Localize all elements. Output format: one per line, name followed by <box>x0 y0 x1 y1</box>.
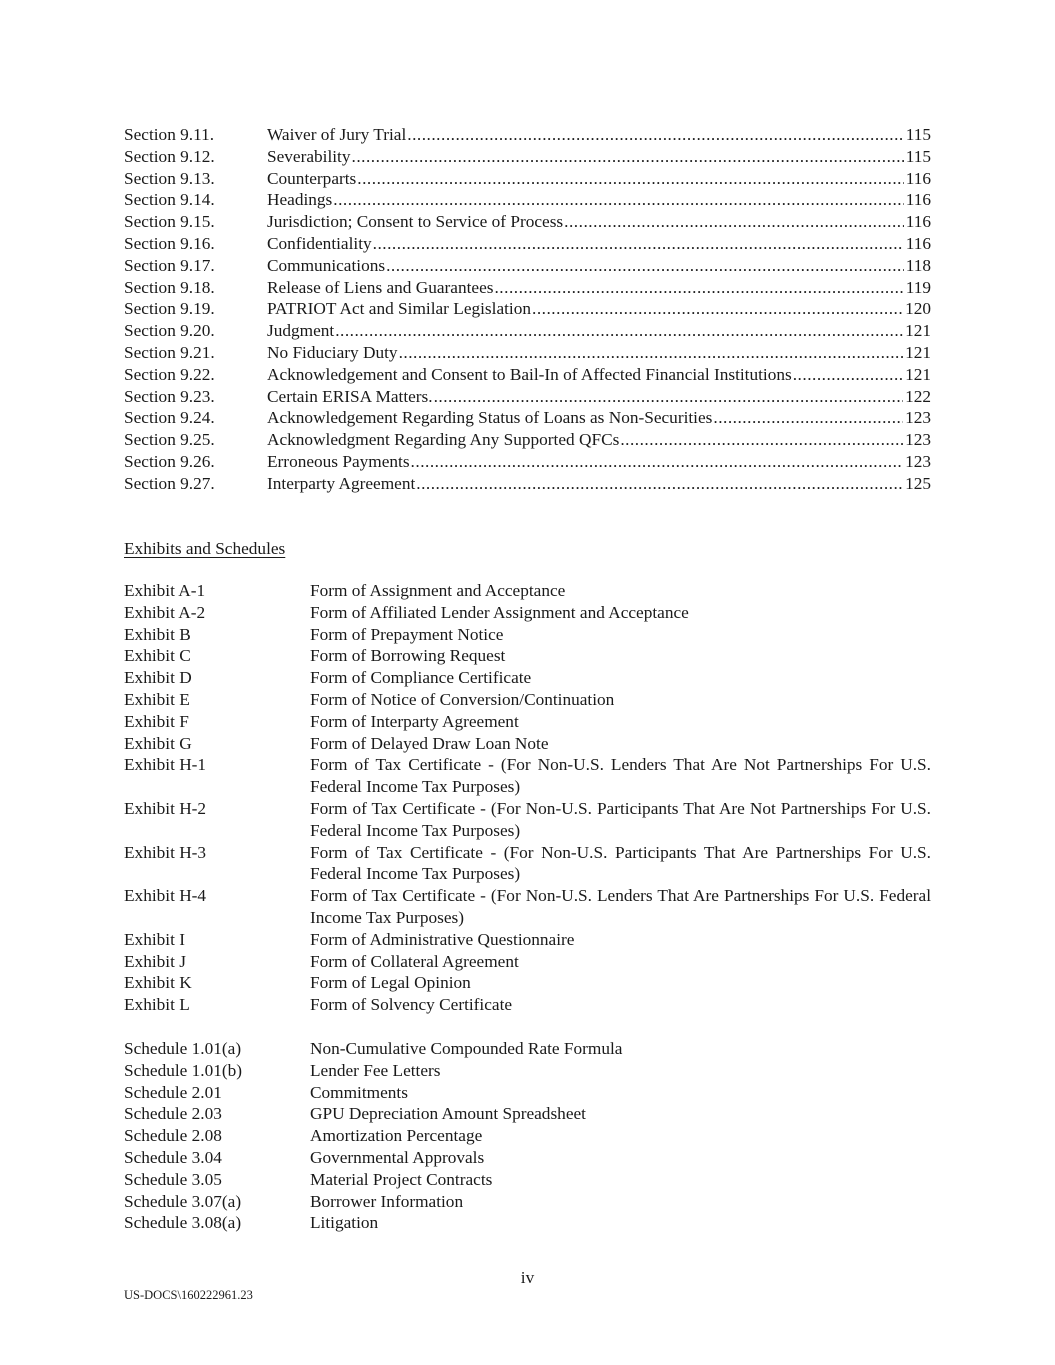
toc-page-number: 121 <box>905 364 931 384</box>
schedule-item <box>124 1191 931 1213</box>
toc-page-number: 115 <box>905 146 931 166</box>
toc-entry[interactable] <box>124 342 931 364</box>
toc-entry[interactable] <box>124 211 931 233</box>
toc-page-number: 120 <box>905 299 931 319</box>
exhibit-description: Form of Tax Certificate - (For Non-U.S. Lenders That Are Not Partnerships For U.S. Federal Income Tax Purposes) <box>310 755 931 797</box>
exhibit-item <box>124 972 931 994</box>
exhibit-id: Exhibit L <box>124 995 190 1015</box>
schedule-id: Schedule 3.07(a) <box>124 1191 242 1211</box>
exhibit-description: Form of Interparty Agreement <box>310 711 519 731</box>
toc-section-title: Severability <box>267 146 351 166</box>
toc-entry[interactable] <box>124 233 931 255</box>
schedule-id: Schedule 2.01 <box>124 1082 222 1102</box>
schedule-id: Schedule 3.05 <box>124 1169 222 1189</box>
schedule-item <box>124 1060 931 1082</box>
exhibit-description: Form of Solvency Certificate <box>310 995 513 1015</box>
toc-entry[interactable] <box>124 189 931 211</box>
exhibit-description: Form of Assignment and Acceptance <box>310 581 566 600</box>
exhibit-id: Exhibit A-1 <box>124 581 206 600</box>
toc-section-number: Section 9.27. <box>124 473 215 493</box>
schedule-item <box>124 1038 931 1060</box>
schedule-description: Non-Cumulative Compounded Rate Formula <box>310 1039 623 1058</box>
toc-section-title: Acknowledgement and Consent to Bail-In of Affected Financial Institutions <box>267 364 792 384</box>
exhibit-description: Form of Legal Opinion <box>310 973 471 993</box>
toc-section-title: Waiver of Jury Trial <box>267 125 407 144</box>
toc-page-number: 121 <box>905 321 931 341</box>
exhibit-id: Exhibit G <box>124 733 192 753</box>
toc-entry[interactable] <box>124 277 931 299</box>
schedule-id: Schedule 3.08(a) <box>124 1213 242 1233</box>
exhibit-description: Form of Tax Certificate - (For Non-U.S. Participants That Are Not Partnerships For U.S. Federal Income Tax Purposes) <box>310 798 931 840</box>
schedule-id: Schedule 3.04 <box>124 1147 222 1167</box>
schedule-description: Lender Fee Letters <box>310 1060 441 1080</box>
schedule-description: Borrower Information <box>310 1191 464 1211</box>
toc-section-number: Section 9.24. <box>124 408 215 428</box>
exhibit-id: Exhibit E <box>124 689 190 709</box>
toc-section-number: Section 9.20. <box>124 321 215 341</box>
schedule-id: Schedule 2.03 <box>124 1104 222 1124</box>
toc-section-number: Section 9.21. <box>124 342 215 362</box>
exhibit-id: Exhibit H-4 <box>124 886 207 906</box>
exhibit-item <box>124 645 931 667</box>
toc-section-number: Section 9.23. <box>124 386 215 406</box>
schedule-item <box>124 1082 931 1104</box>
exhibit-item <box>124 667 931 689</box>
toc-page-number: 121 <box>905 342 931 362</box>
exhibit-description: Form of Borrowing Request <box>310 646 506 666</box>
toc-page-number: 116 <box>905 212 931 232</box>
exhibit-item <box>124 689 931 711</box>
toc-section-title: Counterparts <box>267 168 357 188</box>
exhibit-id: Exhibit H-3 <box>124 842 207 862</box>
exhibit-item <box>124 624 931 646</box>
schedule-item <box>124 1212 931 1234</box>
toc-leader-dots <box>416 473 903 495</box>
exhibits-and-schedules-heading: Exhibits and Schedules <box>124 539 286 558</box>
toc-page-number: 123 <box>905 430 931 450</box>
toc-page-number: 116 <box>905 168 931 188</box>
exhibit-id: Exhibit A-2 <box>124 602 206 622</box>
toc-leader-dots <box>434 386 903 408</box>
exhibit-item <box>124 842 931 886</box>
exhibit-description: Form of Affiliated Lender Assignment and Acceptance <box>310 602 689 622</box>
toc-section-title: Communications <box>267 255 386 275</box>
toc-page-number: 123 <box>905 451 931 471</box>
toc-page-number: 115 <box>905 125 931 144</box>
schedule-item <box>124 1103 931 1125</box>
exhibit-id: Exhibit K <box>124 973 192 993</box>
toc-section-title: Erroneous Payments <box>267 451 410 471</box>
exhibit-item <box>124 754 931 798</box>
toc-leader-dots <box>399 342 904 364</box>
document-id: US-DOCS\160222961.23 <box>124 1288 253 1302</box>
exhibit-id: Exhibit J <box>124 951 186 971</box>
toc-section-title: Acknowledgement Regarding Status of Loans as Non-Securities <box>267 408 713 428</box>
toc-page-number: 116 <box>905 233 931 253</box>
toc-section-title: Acknowledgment Regarding Any Supported QFCs <box>267 430 620 450</box>
exhibit-description: Form of Delayed Draw Loan Note <box>310 733 549 753</box>
exhibit-id: Exhibit F <box>124 711 189 731</box>
schedule-id: Schedule 1.01(a) <box>124 1039 242 1058</box>
toc-section-number: Section 9.11. <box>124 125 215 144</box>
toc-section-title: PATRIOT Act and Similar Legislation <box>267 299 532 319</box>
toc-leader-dots <box>352 146 904 168</box>
exhibit-item <box>124 994 931 1016</box>
toc-page-number: 122 <box>905 386 931 406</box>
toc-section-title: Jurisdiction; Consent to Service of Process <box>267 212 564 232</box>
schedule-id: Schedule 2.08 <box>124 1126 222 1146</box>
toc-section-title: Certain ERISA Matters. <box>267 386 433 406</box>
toc-page-number: 118 <box>905 255 931 275</box>
toc-section-number: Section 9.19. <box>124 299 215 319</box>
exhibit-item <box>124 580 931 602</box>
exhibit-id: Exhibit H-2 <box>124 798 207 818</box>
toc-leader-dots <box>494 277 903 299</box>
toc-entry[interactable] <box>124 429 931 451</box>
toc-entry[interactable] <box>124 124 931 146</box>
exhibit-id: Exhibit C <box>124 646 191 666</box>
exhibit-description: Form of Tax Certificate - (For Non-U.S. Lenders That Are Partnerships For U.S. Federal Income Tax Purposes) <box>310 886 931 927</box>
exhibit-item <box>124 929 931 951</box>
toc-leader-dots <box>407 124 903 146</box>
toc-entry[interactable] <box>124 364 931 386</box>
toc-leader-dots <box>333 189 903 211</box>
exhibit-item <box>124 711 931 733</box>
toc-leader-dots <box>564 211 904 233</box>
exhibit-item <box>124 951 931 973</box>
toc-leader-dots <box>373 233 904 255</box>
toc-section-number: Section 9.17. <box>124 255 215 275</box>
exhibit-id: Exhibit I <box>124 929 185 949</box>
toc-leader-dots <box>335 320 903 342</box>
exhibit-id: Exhibit B <box>124 624 191 644</box>
toc-section-number: Section 9.25. <box>124 430 215 450</box>
exhibit-description: Form of Compliance Certificate <box>310 668 532 688</box>
schedule-description: Amortization Percentage <box>310 1126 483 1146</box>
exhibits-list <box>124 580 931 1016</box>
toc-leader-dots <box>532 298 903 320</box>
toc-entry[interactable] <box>124 255 931 277</box>
toc-section-number: Section 9.13. <box>124 168 215 188</box>
toc-page-number: 119 <box>905 277 931 297</box>
table-of-contents <box>124 124 931 495</box>
toc-entry[interactable] <box>124 320 931 342</box>
toc-section-title: Headings <box>267 190 333 210</box>
schedule-item <box>124 1147 931 1169</box>
toc-leader-dots <box>620 429 903 451</box>
exhibit-item <box>124 798 931 842</box>
toc-entry[interactable] <box>124 146 931 168</box>
toc-entry[interactable] <box>124 168 931 190</box>
toc-section-number: Section 9.16. <box>124 233 215 253</box>
toc-entry[interactable] <box>124 451 931 473</box>
toc-section-number: Section 9.22. <box>124 364 215 384</box>
toc-section-title: Confidentiality <box>267 233 372 253</box>
toc-section-number: Section 9.18. <box>124 277 215 297</box>
exhibit-description: Form of Notice of Conversion/Continuation <box>310 689 615 709</box>
toc-leader-dots <box>386 255 904 277</box>
toc-section-title: Interparty Agreement <box>267 473 416 493</box>
exhibit-description: Form of Tax Certificate - (For Non-U.S. Participants That Are Partnerships For U.S. Federal Income Tax Purposes) <box>310 842 931 884</box>
schedule-description: Governmental Approvals <box>310 1147 485 1167</box>
schedule-description: Litigation <box>310 1213 379 1233</box>
toc-leader-dots <box>793 364 903 386</box>
toc-page-number: 125 <box>905 473 931 493</box>
toc-entry[interactable] <box>124 298 931 320</box>
exhibit-item <box>124 733 931 755</box>
toc-section-number: Section 9.15. <box>124 212 215 232</box>
toc-page-number: 116 <box>905 190 931 210</box>
exhibit-description: Form of Prepayment Notice <box>310 624 504 644</box>
toc-section-title: No Fiduciary Duty <box>267 342 398 362</box>
toc-leader-dots <box>411 451 904 473</box>
exhibit-id: Exhibit D <box>124 668 192 688</box>
toc-section-number: Section 9.14. <box>124 190 215 210</box>
schedule-description: Commitments <box>310 1082 408 1102</box>
exhibit-item <box>124 602 931 624</box>
schedule-item <box>124 1169 931 1191</box>
toc-section-title: Release of Liens and Guarantees <box>267 277 494 297</box>
exhibit-description: Form of Administrative Questionnaire <box>310 929 575 949</box>
schedule-description: GPU Depreciation Amount Spreadsheet <box>310 1104 586 1124</box>
toc-section-title: Judgment <box>267 321 335 341</box>
schedule-id: Schedule 1.01(b) <box>124 1060 243 1080</box>
toc-leader-dots <box>713 407 903 429</box>
toc-section-number: Section 9.12. <box>124 146 215 166</box>
toc-entry[interactable] <box>124 386 931 408</box>
schedule-description: Material Project Contracts <box>310 1169 493 1189</box>
page-number: iv <box>520 1268 535 1287</box>
schedules-list <box>124 1038 931 1234</box>
exhibit-id: Exhibit H-1 <box>124 755 207 775</box>
toc-leader-dots <box>357 168 903 190</box>
exhibit-description: Form of Collateral Agreement <box>310 951 519 971</box>
toc-page-number: 123 <box>905 408 931 428</box>
toc-entry[interactable] <box>124 407 931 429</box>
exhibit-item <box>124 885 931 929</box>
toc-entry[interactable] <box>124 473 931 495</box>
schedule-item <box>124 1125 931 1147</box>
toc-section-number: Section 9.26. <box>124 451 215 471</box>
